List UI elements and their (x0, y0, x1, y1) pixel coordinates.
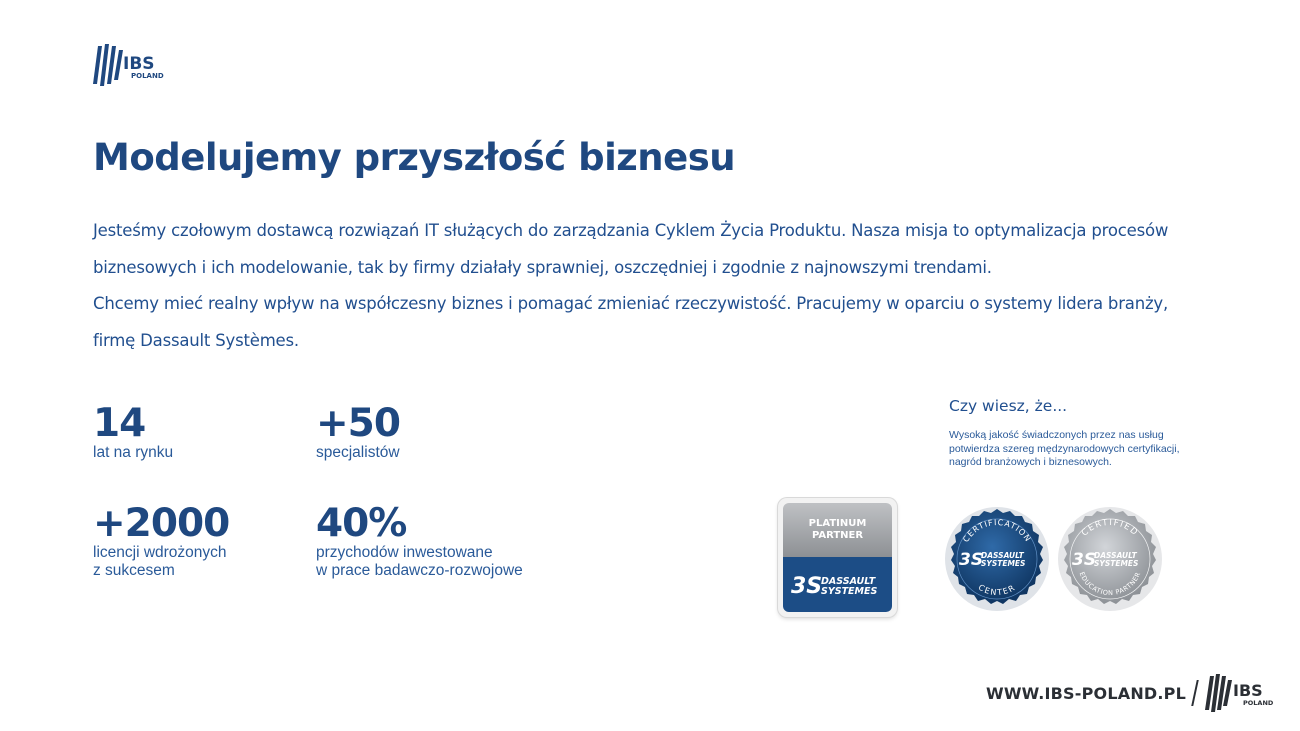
stat-label: specjalistów (316, 444, 400, 461)
dassault-systemes-logo (788, 565, 888, 605)
stat-years (93, 401, 174, 462)
ds-monogram-icon: 3S (959, 550, 984, 570)
stat-label: lat na rynku (93, 444, 174, 461)
stat-rnd (316, 501, 523, 580)
badge-line-2: PARTNER (811, 530, 864, 541)
logo-subtext: POLAND (131, 72, 164, 80)
intro-paragraph-1: Jesteśmy czołowym dostawcą rozwiązań IT służących do zarządzania Cyklem Życia Produktu. Nasza misja to optymalizacja procesów biznesowych i ich modelowanie, tak by firmy działały sprawniej, oszczędniej i zgodnie z najnowszymi trendami. (93, 221, 1169, 277)
did-you-know (949, 397, 1209, 470)
logo-text: IBS (123, 54, 155, 74)
certification-center-seal (941, 503, 1053, 615)
certified-education-partner-seal (1054, 503, 1166, 615)
ds-brand-line-1: DASSAULT (1094, 551, 1137, 560)
page-title: Modelujemy przyszłość biznesu (93, 136, 736, 179)
logo-text: IBS (1233, 681, 1263, 700)
stat-value: 14 (93, 401, 146, 446)
seal-top-text: CERTIFICATION (961, 517, 1033, 544)
ibs-poland-logo[interactable] (92, 42, 172, 88)
divider (1191, 680, 1199, 706)
ibs-poland-logo-footer[interactable] (1204, 673, 1280, 713)
ds-monogram-icon: 3S (1072, 550, 1097, 570)
ds-brand-line-1: DASSAULT (981, 551, 1024, 560)
footer (986, 673, 1280, 713)
seal-bottom-text: EDUCATION PARTNER (1077, 570, 1143, 598)
stat-value: +50 (316, 401, 400, 446)
stat-label: przychodów inwestowane w prace badawczo-rozwojowe (316, 544, 523, 579)
ds-brand-line-1: DASSAULT (820, 575, 875, 587)
platinum-partner-badge (778, 498, 897, 617)
stat-value: +2000 (93, 501, 230, 546)
seal-top-text: CERTIFIED (1079, 517, 1141, 539)
ds-brand-line-2: SYSTEMES (820, 585, 877, 597)
website-link[interactable]: WWW.IBS-POLAND.PL (985, 683, 1186, 703)
stat-licenses (93, 501, 230, 580)
did-you-know-text: Wysoką jakość świadczonych przez nas usług potwierdza szereg mędzynarodowych certyfikacji, nagród branżowych i biznesowych. (949, 429, 1180, 468)
ds-monogram-icon: 3S (790, 573, 822, 599)
logo-subtext: POLAND (1243, 699, 1274, 707)
stat-value: 40% (316, 501, 407, 546)
intro-paragraph-2: Chcemy mieć realny wpływ na współczesny biznes i pomagać zmieniać rzeczywistość. Pracujemy w oparciu o systemy lidera branży, firmę Dassault Systèmes. (93, 294, 1169, 350)
badge-line-1: PLATINUM (808, 518, 867, 529)
ds-brand-line-2: SYSTEMES (981, 559, 1026, 568)
did-you-know-title: Czy wiesz, że... (949, 397, 1068, 415)
intro-text (93, 213, 1203, 359)
stat-label: licencji wdrożonych z sukcesem (93, 544, 227, 579)
seal-bottom-text: CENTER (976, 582, 1018, 598)
stat-specialists (316, 401, 400, 462)
ds-brand-line-2: SYSTEMES (1094, 559, 1139, 568)
